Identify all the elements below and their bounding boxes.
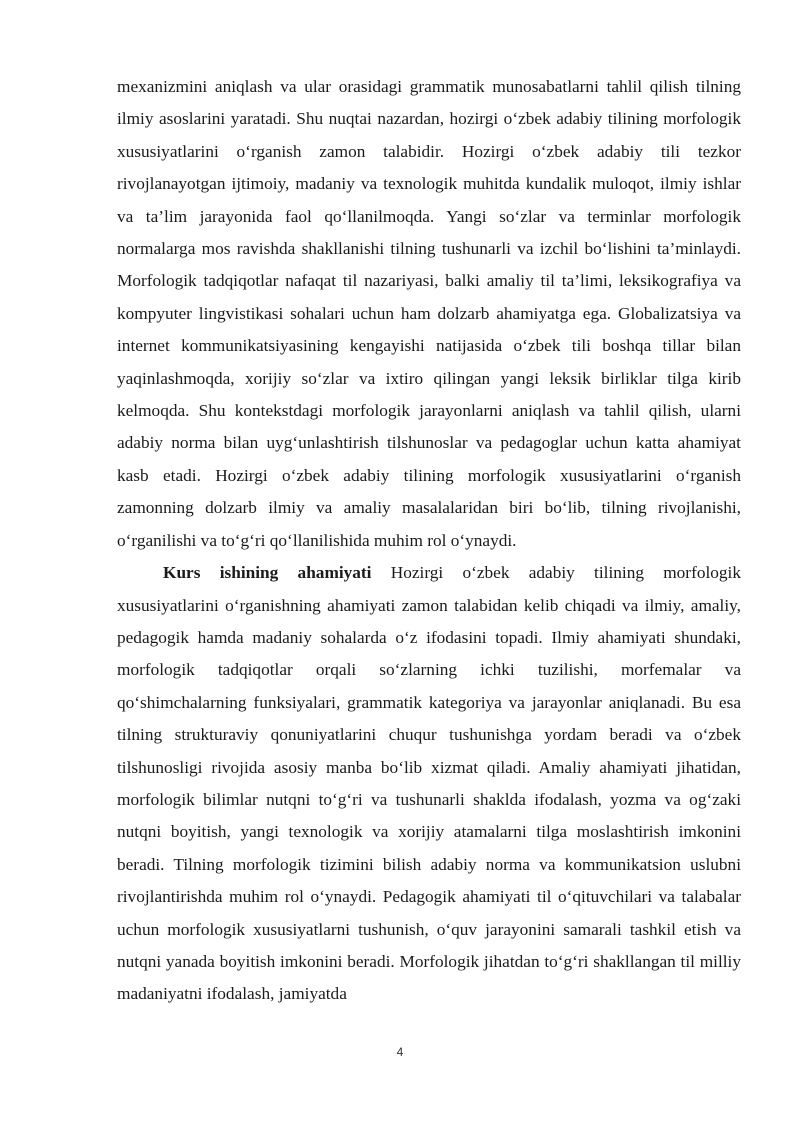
paragraph-significance-text: Hozirgi o‘zbek adabiy tilining morfologik xususiyatlarini o‘rganishning ahamiyati zamon talabidan kelib chiqadi va ilmiy, amaliy, pedagogik hamda madaniy sohalarda o‘z ifodasini topadi. Ilmiy ahamiyati shundaki, morfologik tadqiqotlar orqali so‘zlarning ichki tuzilishi, morfemalar va qo‘shimchalarning funksiyalari, grammatik kategoriya va jarayonlar aniqlanadi. Bu esa tilning strukturaviy qonuniyatlarini chuqur tushunishga yordam beradi va o‘zbek tilshunosligi rivojida asosiy manba bo‘lib xizmat qiladi. Amaliy ahamiyati jihatidan, morfologik bilimlar nutqni to‘g‘ri va tushunarli shaklda ifodalash, yozma va og‘zaki nutqni boyitish, yangi texnologik va xorijiy atamalarni tilga moslashtirish imkonini beradi. Tilning morfologik tizimini bilish adabiy norma va kommunikatsion uslubni rivojlantirishda muhim rol o‘ynaydi. Pedagogik ahamiyati til o‘qituvchilari va talabalar uchun morfologik xususiyatlarni tushunish, o‘quv jarayonini samarali tashkil etish va nutqni yanada boyitish imkonini beradi. Morfologik jihatdan to‘g‘ri shakllangan til milliy madaniyatni ifodalash, jamiyatda	[117, 563, 741, 1004]
page-number: 4	[396, 1045, 404, 1059]
body-text	[117, 71, 741, 1011]
section-heading-inline: Kurs ishining ahamiyati	[163, 563, 372, 583]
paragraph-significance	[117, 557, 741, 1011]
paragraph-intro: mexanizmini aniqlash va ular orasidagi grammatik munosabatlarni tahlil qilish tilning ilmiy asoslarini yaratadi. Shu nuqtai nazardan, hozirgi o‘zbek adabiy tilining morfologik xususiyatlarini o‘rganish zamon talabidir. Hozirgi o‘zbek adabiy tili tezkor rivojlanayotgan ijtimoiy, madaniy va texnologik muhitda kundalik muloqot, ilmiy ishlar va ta’lim jarayonida faol qo‘llanilmoqda. Yangi so‘zlar va terminlar morfologik normalarga mos ravishda shakllanishi tilning tushunarli va izchil bo‘lishini ta’minlaydi. Morfologik tadqiqotlar nafaqat til nazariyasi, balki amaliy til ta’limi, leksikografiya va kompyuter lingvistikasi sohalari uchun ham dolzarb ahamiyatga ega. Globalizatsiya va internet kommunikatsiyasining kengayishi natijasida o‘zbek tili boshqa tillar bilan yaqinlashmoqda, xorijiy so‘zlar va ixtiro qilingan yangi leksik birliklar tilga kirib kelmoqda. Shu kontekstdagi morfologik jarayonlarni aniqlash va tahlil qilish, ularni adabiy norma bilan uyg‘unlashtirish tilshunoslar va pedagoglar uchun katta ahamiyat kasb etadi. Hozirgi o‘zbek adabiy tilining morfologik xususiyatlarini o‘rganish zamonning dolzarb ilmiy va amaliy masalalaridan biri bo‘lib, tilning rivojlanishi, o‘rganilishi va to‘g‘ri qo‘llanilishida muhim rol o‘ynaydi.	[117, 77, 741, 550]
